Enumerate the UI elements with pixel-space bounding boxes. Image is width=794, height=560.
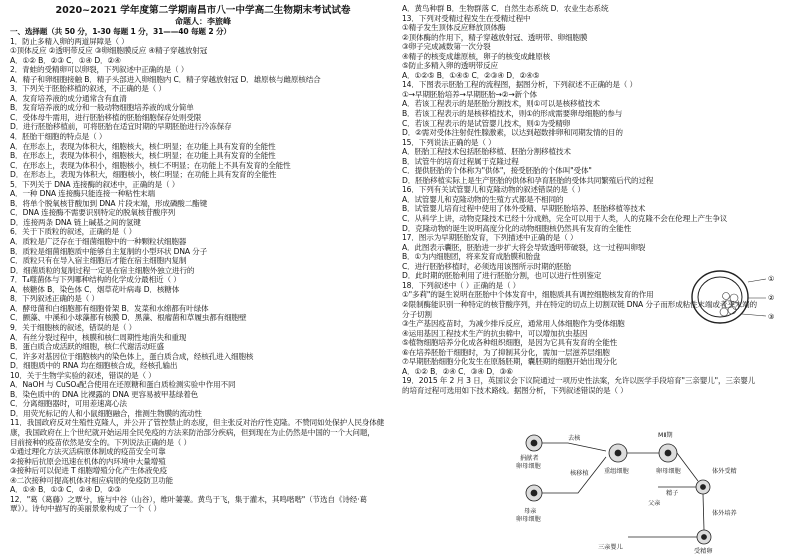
flow-label-mii: MⅡ期	[658, 432, 673, 439]
left-line: A．在形态上，表现为体积大，细胞核大，核仁明显；在功能上具有发育的全能性	[10, 141, 276, 151]
right-line: B．①为内细胞团，将来发育成胎膜和胎盘	[402, 252, 541, 262]
right-line: ②限制酶能识别一种特定的核苷酸序列，并在特定的切点上切割双链 DNA 分子而形成粘性末端或者平末端的	[402, 299, 757, 309]
flow-label-baby: 三亲婴儿	[598, 544, 623, 551]
left-line: A．有丝分裂过程中，核膜和核仁周期性地消失和重现	[10, 332, 187, 342]
flow-label-mother: 母亲	[524, 508, 537, 515]
left-line: C．受体母牛需用，进行胚胎移植的胚胎细胞保存处则受限	[10, 112, 202, 122]
right-line: A．①②⑤ B．①④⑤ C．②③④ D．②④⑤	[402, 70, 540, 80]
left-line: D．细胞质中的 RNA 均在细胞核合成，经核孔输出	[10, 361, 178, 371]
right-line: A．试管婴儿和克隆动物的生殖方式都是不相同的	[402, 194, 564, 204]
flow-label-father: 父亲	[648, 500, 661, 507]
right-line: 18．下列叙述中（ ）正确的是（ ）	[402, 280, 521, 290]
left-line: D．进行胚胎移植前，可将胚胎在适宜时期的早期胚胎进行冷冻保存	[10, 122, 232, 132]
left-line: 2．青蛙的受精卵可以卵裂，下列叙述中正确的是（ ）	[10, 65, 189, 75]
left-line: 11．我国政府反对生殖性克隆人，并公开了管控禁止的态度，但主张反对治疗性克隆。不赞同如处保护人民身体健	[10, 418, 385, 428]
left-line: C．颤藻、中溪和小球藻都有核膜 D．黑藻、根瘤菌和草履虫都有细胞壁	[10, 313, 247, 323]
right-line: 14．下图表示胚胎工程的流程图，据图分析，下列叙述不正确的是（ ）	[402, 80, 637, 90]
left-line: A．发育培养液的成分通常含有血清	[10, 93, 127, 103]
flow-label-sperm: 精子	[666, 490, 679, 497]
flow-label-mother-cell: 卵母细胞	[516, 516, 541, 523]
right-line: C．提供胚胎的个体称为"供体"，接受胚胎的个体叫"受体"	[402, 166, 592, 176]
left-line: A．一种 DNA 连接酶只能连接一种粘性末端	[10, 189, 155, 199]
left-column	[10, 0, 396, 514]
left-line: B．在形态上，表现为体积小，细胞核大，核仁明显；在功能上具有发育的全能性	[10, 151, 276, 161]
right-line: A．若该工程表示的是胚胎分割技术，则①可以是核移植技术	[402, 99, 600, 109]
right-line: 15．下列说法正确的是（ ）	[402, 137, 496, 147]
right-line: 的培育过程可选用如下技术路线。据图分析，下列叙述错误的是（ ）	[402, 385, 628, 395]
right-line: ③卵子完成减数第一次分裂	[402, 42, 491, 52]
right-column	[402, 0, 788, 395]
right-line: ④运用基因工程技术生产的抗虫棉中，可以增加抗虫基因	[402, 328, 588, 338]
left-line: B．蛋白质合成活跃的细胞，核仁代谢活动旺盛	[10, 342, 164, 352]
right-line: ⑤植物细胞培养分化成各种组织细胞，是因为它具有发育的全能性	[402, 338, 618, 348]
left-line: D．细菌质粒的复制过程一定是在宿主细胞外独立进行的	[10, 265, 195, 275]
blastocyst-label-1: ①	[768, 275, 775, 283]
flow-label-fertilize: 体外受精	[712, 468, 737, 475]
flow-label-donor-cell: 卵母细胞	[516, 463, 541, 470]
right-line: C．从科学上讲，动物克隆技术已经十分成熟，完全可以用于人类，人的克隆不会在伦理上产生争议	[402, 214, 728, 224]
right-line: 16．下列有关试管婴儿和克隆动物的叙述错误的是（ ）	[402, 185, 585, 195]
left-line: ②接种后抗原会迅速在机体的内环境中大量增殖	[10, 456, 166, 466]
left-line: A．①② B．②③ C．①④ D．②④	[10, 55, 121, 65]
left-line: C．分离细胞器时，可用差速离心法	[10, 399, 127, 409]
left-line: A．精子和卵细胞接触 B．精子头部进入卵细胞内 C．精子穿越放射冠 D．雄原核与雌原核结合	[10, 74, 321, 84]
left-line: 1．防止多精入卵的两道屏障是（ ）	[10, 36, 129, 46]
right-line: ①"多莉"的诞生说明在胚胎中个体发育中，细胞质具有调控细胞核发育的作用	[402, 290, 654, 300]
left-line: D．用荧光标记的人和小鼠细胞融合，推测生物膜的流动性	[10, 408, 202, 418]
right-line: B．试管婴儿培育过程中使用了体外受精、早期胚胎培养、胚胎移植等技术	[402, 204, 646, 214]
left-line: C．在形态上，表现为体积小，细胞核小，核仁不明显；在功能上不具有发育的全能性	[10, 160, 291, 170]
right-line: D．胚胎移植实际上是生产胚胎的供体和孕育胚胎的受体共同繁殖后代的过程	[402, 175, 654, 185]
left-line: ①顶体反应 ②透明带反应 ③卵细胞膜反应 ④精子穿越放射冠	[10, 46, 208, 56]
right-line: ⑤防止多精入卵的透明带反应	[402, 61, 498, 71]
right-line: ①精子发生顶体反应释放顶体酶	[402, 23, 506, 33]
right-line: ⑦早期胚胎细胞分化发生在原肠胚期，囊胚期的细胞开始出现分化	[402, 357, 618, 367]
left-question-list	[10, 27, 396, 514]
right-line: 19．2015 年 2 月 3 日，英国议会下议院通过一项历史性法案，允许以医学手段培育"三亲婴儿"，三亲婴儿	[402, 376, 756, 386]
right-line: A．①② B．②④ C．③④ D．③⑥	[402, 366, 513, 376]
right-line: D．②需对受体注射促性腺激素，以达到超数排卵和同期发情的目的	[402, 128, 623, 138]
right-line: 分子切割	[402, 309, 432, 319]
right-line: 13．下列对受精过程发生在受精过程中	[402, 13, 531, 23]
right-line: C．进行胚胎移植时，必须选用该图所示时期的胚胎	[402, 261, 571, 271]
left-line: B．质粒是细菌细胞质中能够自主复制的小型环状 DNA 分子	[10, 246, 208, 256]
left-line: A．质粒是广泛存在于细菌细胞中的一种颗粒状细胞器	[10, 237, 187, 247]
left-line: 4．胚胎干细胞的特点是（ ）	[10, 132, 107, 142]
left-line: B．将单个脱氧核苷酸加到 DNA 片段末端，形成磷酸二酯键	[10, 198, 208, 208]
left-line: B．发育培养液的成分和一般动物细胞培养液的成分简单	[10, 103, 194, 113]
left-line: 5．下列关于 DNA 连接酶的叙述中，正确的是（ ）	[10, 179, 180, 189]
flow-label-culture: 体外培养	[712, 510, 737, 517]
right-line: B．若该工程表示的是核移植技术，则①的形成需要卵母细胞的参与	[402, 109, 623, 119]
right-line: A．黄鸟种群 B．生物群落 C．自然生态系统 D．农业生态系统	[402, 4, 609, 13]
right-line: D．此时期的胚胎利用了进行胚胎分割，也可以进行性别鉴定	[402, 271, 602, 281]
right-line: ①→早期胚胎培养→早期胚胎→②→新个体	[402, 89, 537, 99]
left-line: 康，我国政府在上个世纪就开始运用全民免疫的方法来防治部分疾病，但到现在为止仍然是中国的一个大问题，	[10, 427, 375, 437]
left-line: 7．T₄噬菌体与下列哪种结构的化学成分最相近（ ）	[10, 275, 181, 285]
blastocyst-label-2: ②	[768, 294, 775, 302]
left-line: D．在形态上，表现为体积大，细胞核小，核仁明显；在功能上具有发育的全能性	[10, 170, 277, 180]
left-line: C．许多对基因位于细胞核内的染色体上，蛋白质合成，经核孔进入细胞核	[10, 351, 254, 361]
right-line: C．若该工程表示的是试管婴儿技术，则①为受精卵	[402, 118, 571, 128]
left-line: ④二次接种可提高机体对相应病原的免疫防卫功能	[10, 475, 173, 485]
right-line: ④精子的核变成雄原核，卵子的核变成雌原核	[402, 51, 551, 61]
right-line: A．此图表示囊胚，胚胎进一步扩大将会导致透明带破裂，这一过程叫卵裂	[402, 242, 646, 252]
left-line: A．核糖体 B．染色体 C．烟草花叶病毒 D．核糖体	[10, 284, 180, 294]
left-line: ①通过理化方法灭活病原体制成的疫苗安全可靠	[10, 447, 166, 457]
right-question-list	[402, 4, 788, 395]
blastocyst-label-3: ③	[768, 313, 775, 321]
flow-label-zygote: 受精卵	[694, 548, 713, 555]
right-line: D．克隆动物的诞生说明高度分化的动物细胞核仍然具有发育的全能性	[402, 223, 632, 233]
three-parent-baby-figure	[498, 427, 748, 555]
flow-label-enucleate: 去核	[568, 435, 581, 442]
left-line: C．DNA 连接酶不需要识别特定的脱氧核苷酸序列	[10, 208, 176, 218]
left-line: 8．下列叙述正确的是（ ）	[10, 294, 99, 304]
flow-label-mii-cell: 卵母细胞	[656, 468, 681, 475]
left-line: 10．关于生物学实验的叙述，错误的是（ ）	[10, 370, 156, 380]
flow-label-recon-cell: 重组细胞	[604, 468, 629, 475]
left-line: A．酵母菌和白细胞都有细胞骨架 B．发菜和水绵都有叶绿体	[10, 303, 209, 313]
right-line: ②顶体酶的作用下，精子穿越放射冠、透明带、卵细胞膜	[402, 32, 588, 42]
right-line: ③生产基因疫苗时，为减少排斥反应，通常用人体细胞作为受体细胞	[402, 319, 625, 329]
left-line: 一、选择题（共 50 分，1-30 每题 1 分，31——40 每题 2 分）	[10, 27, 231, 36]
left-line: 3．下列关于胚胎移植的叙述，不正确的是（ ）	[10, 84, 166, 94]
right-line: ⑥在培养胚胎干细胞时，为了抑制其分化，需加一层滋养层细胞	[402, 347, 610, 357]
exam-title: 2020~2021 学年度第二学期南昌市八一中学高二生物期末考试试卷	[55, 5, 351, 16]
right-line: 17．图示为早期胚胎发育，下列描述中正确的是（ ）	[402, 233, 578, 243]
left-line: A．NaOH 与 CuSO₄配合使用在还原糖和蛋白质检测实验中作用不同	[10, 380, 236, 390]
left-line: 9．关于细胞核的叙述，错误的是（ ）	[10, 322, 137, 332]
right-line: B．试管牛的培育过程属于克隆过程	[402, 156, 519, 166]
right-line: A．胚胎工程技术包括胚胎移植、胚胎分割移植技术	[402, 147, 571, 157]
left-line: B．染色质中的 DNA 比裸露的 DNA 更容易被甲基绿着色	[10, 389, 199, 399]
left-line: 6．关于下质粒的叙述，正确的是（ ）	[10, 227, 137, 237]
exam-author: 命题人：李旅峰	[175, 17, 231, 26]
left-line: C．质粒只有在导入宿主细胞后才能在宿主细胞内复制	[10, 256, 187, 266]
flow-label-nuclear-transfer: 核移植	[570, 470, 589, 477]
flow-label-donor: 捐献者	[520, 455, 539, 462]
blastocyst-figure	[684, 268, 784, 326]
left-line: 目前接种的疫苗依然是安全的。下列说法正确的是（ ）	[10, 437, 191, 447]
left-line: 12．"葛（葛藤）之覃兮，施与中谷（山谷），维叶萋萋。黄鸟于飞，集于灌木，其鸣喈喈"（节选自《诗经·葛	[10, 494, 367, 504]
left-line: ③接种后可以促进 T 细胞增殖分化产生体液免疫	[10, 466, 168, 476]
left-line: A．①④ B．①③ C．②④ D．②③	[10, 485, 121, 495]
left-line: 覃》）。诗句中描写的美丽景象构成了一个（ ）	[10, 504, 161, 514]
left-line: D．连接两条 DNA 链上碱基之间的氢键	[10, 217, 141, 227]
